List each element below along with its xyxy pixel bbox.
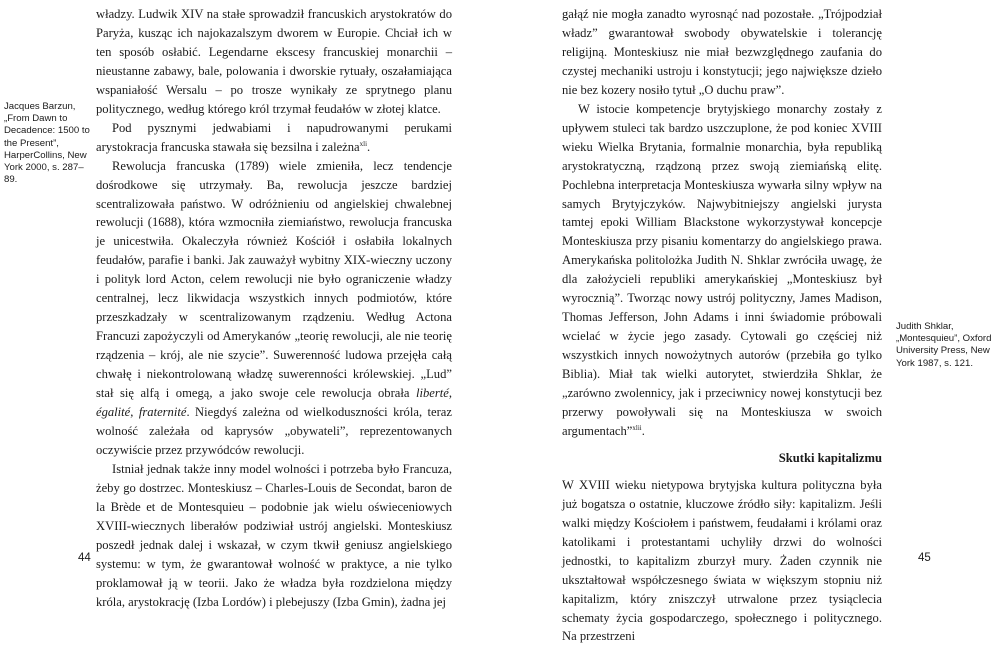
paragraph: władzy. Ludwik XIV na stałe sprowadził francuskich arystokratów do Paryża, kusząc ich najokazalszym dworem w Europie. Chciał ich w ten sposób osłabić. Legendarne ekscesy francuskiej monarchii – nieustanne zabawy, bale, polowania i dworskie rytuały, oszałamiająca wspaniałość Wersalu – po trosze wynikały ze sprytnego planu politycznego, według którego król trzymał feudałów w złotej klatce.: [96, 7, 452, 116]
side-note-barzun: Jacques Barzun, „From Dawn to Decadence: 1500 to the Present”, HarperCollins, New York 2000, s. 287–89.: [4, 101, 90, 186]
page-number: 44: [78, 552, 91, 564]
paragraph: gałąź nie mogła zanadto wyrosnąć nad pozostałe. „Trójpodział władz” gwarantował swobody obywatelskie i tolerancję religijną. Monteskiusz nie miał bezwzględnego zaufania do czystej mechaniki ustroju i konstytucji; jego największe dzieło nie bez kozery nosiło tytuł „O duchu praw”.: [562, 7, 882, 97]
paragraph: W istocie kompetencje brytyjskiego monarchy zostały z upływem stuleci tak bardzo uszczuplone, że pod koniec XVIII wieku Wielka Brytania, formalnie monarchia, była republiką arystokratyczną, rządzoną przez swoją ziemiańską elitę. Pochlebna interpretacja Monteskiusza wywarła silny wpływ na samych Brytyjczyków. Najwybitniejszy angielski jurysta tamtej epoki William Blackstone wykorzystywał koncepcje Monteskiusza przy pisaniu komentarzy do angielskiego prawa. Amerykańska politolożka Judith N. Shklar zwróciła uwagę, że dla założycieli republiki amerykańskiej „Monteskiusz był wyrocznią”. Tworząc nowy ustrój polityczny, James Madison, Thomas Jefferson, John Adams i inni świadomie próbowali wcielać w życie jego zasady. Cytowali go częściej niż wszystkich innych nowożytnych autorów (przebiła go tylko Biblia). Miał tak wielki autorytet, stwierdziła Shklar, że „zarówno zwolennicy, jak i przeciwnicy nowej konstytucji bez przerwy powoływali się na Monteskiusza w swoich argumentach”$^{xlii}$.: [562, 101, 882, 438]
left-text-column: [96, 5, 452, 612]
motto-word: égalité: [96, 405, 131, 420]
section-heading: Skutki kapitalizmu: [778, 450, 882, 465]
paragraph-text: W istocie kompetencje brytyjskiego monarchy zostały z upływem stuleci tak bardzo uszczuplone, że pod koniec XVIII wieku Wielka Brytania, formalnie monarchia, była republiką arystokratyczną, rządzoną przez swoją ziemiańską elitę. Pochlebna interpretacja Monteskiusza wywarła silny wpływ na samych Brytyjczyków. Najwybitniejszy angielski jurysta tamtej epoki William Blackstone wykorzystywał koncepcje Monteskiusza przy pisaniu komentarzy do angielskiego prawa. Amerykańska politolożka Judith N. Shklar zwróciła uwagę, że dla założycieli republiki amerykańskiej „Monteskiusz był wyrocznią”. Tworząc nowy ustrój polityczny, James Madison, Thomas Jefferson, John Adams i inni świadomie próbowali wcielać w życie jego zasady. Cytowali go częściej niż wszystkich innych nowożytnych autorów (przebiła go tylko Biblia). Miał tak wielki autorytet, stwierdziła Shklar, że „zarówno zwolennicy, jak i przeciwnicy nowej konstytucji bez przerwy powoływali się na Monteskiusza w swoich argumentach”: [562, 101, 882, 438]
page-number: 45: [918, 552, 931, 564]
paragraph: Istniał jednak także inny model wolności i potrzeba było Francuza, żeby go dostrzec. Monteskiusz – Charles-Louis de Secondat, baron de la Brède et de Montesquieu – podobnie jak wielu oświeceniowych XVIII-wiecznych liberałów podziwiał ustrój angielski. Monteskiusz poszedł jednak dalej i wskazał, w czym tkwił geniusz angielskiego systemu: w tym, że gwarantował wolność w praktyce, a nie tylko proklamował ją w teorii. Jako że władza była rozdzielona między króla, arystokrację (Izba Lordów) i plebejuszy (Izba Gmin), żadna jej: [96, 461, 452, 609]
paragraph: W XVIII wieku nietypowa brytyjska kultura polityczna była już bogatsza o ostatnie, kluczowe źródło siły: kapitalizm. Jeśli walki między Kościołem i państwem, feudałami i królami oraz katolikami i protestantami uchyliły drzwi do wolności jednostki, to kapitalizm zburzył mury. Żaden czynnik nie ukształtował współczesnego świata w większym stopniu niż kapitalizm, który zniszczył utrwalone przez tysiąclecia schematy życia gospodarczego, społecznego i politycznego. Na przestrzeni: [562, 477, 882, 644]
footnote-marker: xlii: [632, 423, 642, 432]
motto-word: liberté: [415, 386, 449, 401]
paragraph-text: . Niegdyś zależna od wielkoduszności króla, teraz wolność zależała od kaprysów „obywateli”, reprezentowanych oczywiście przez przywódców rewolucji.: [96, 405, 452, 457]
paragraph-text: Pod pysznymi jedwabiami i napudrowanymi perukami arystokracja francuska stawała się bezsilna i zależna: [96, 120, 452, 154]
motto-word: fraternité: [138, 405, 187, 420]
paragraph: Pod pysznymi jedwabiami i napudrowanymi perukami arystokracja francuska stawała się bezsilna i zależna$^{xli}$.: [96, 120, 452, 154]
side-note-shklar: Judith Shklar, „Montesquieu”, Oxford University Press, New York 1987, s. 121.: [896, 321, 992, 369]
heading-spacer: [562, 468, 882, 476]
right-text-column: [562, 5, 882, 646]
footnote-marker: xli: [359, 139, 368, 148]
paragraph: Rewolucja francuska (1789) wiele zmieniła, lecz tendencje dośrodkowe się utrzymały. Ba, rewolucja jeszcze bardziej scentralizowała państwo. W odróżnieniu od angielskiej chwalebnej rewolucji (1688), która wzmocniła ziemiaństwo, rewolucja francuska je unicestwiła. Okaleczyła również Kościół i osłabiła lokalnych feudałów, parafie i banki. Jak zauważył wybitny XIX-wieczny uczony i polityk lord Acton, celem rewolucji nie było ograniczenie władzy centralnej, lecz likwidacja wszystkich innych podmiotów, które przeszkadzały w scentralizowanym rządzeniu. Według Actona Francuzi zapożyczyli od Amerykanów „teorię rewolucji, ale nie teorię rządzenia – krój, ale nie szycie”. Suwerenność ludowa przejęła całą chwałę i niekontrolowaną władzę suwerenności królewskiej. „Lud” stał się alfą i omegą, a jako swoje cele rewolucja obrała liberté, égalité, fraternité. Niegdyś zależna od wielkoduszności króla, teraz wolność zależała od kaprysów „obywateli”, reprezentowanych oczywiście przez przywódców rewolucji.: [96, 158, 452, 457]
paragraph-text: Rewolucja francuska (1789) wiele zmieniła, lecz tendencje dośrodkowe się utrzymały. Ba, rewolucja jeszcze bardziej scentralizowała państwo. W odróżnieniu od angielskiej chwalebnej rewolucji (1688), która wzmocniła ziemiaństwo, rewolucja francuska je unicestwiła. Okaleczyła również Kościół i osłabiła lokalnych feudałów, parafie i banki. Jak zauważył wybitny XIX-wieczny uczony i polityk lord Acton, celem rewolucji nie było ograniczenie władzy centralnej, lecz likwidacja wszystkich innych podmiotów, które przeszkadzały w scentralizowanym rządzeniu. Według Actona Francuzi zapożyczyli od Amerykanów „teorię rewolucji, ale nie teorię rządzenia – krój, ale nie szycie”. Suwerenność ludowa przejęła całą chwałę i niekontrolowaną władzę suwerenności królewskiej. „Lud” stał się alfą i omegą, a jako swoje cele rewolucja obrała: [96, 158, 452, 401]
